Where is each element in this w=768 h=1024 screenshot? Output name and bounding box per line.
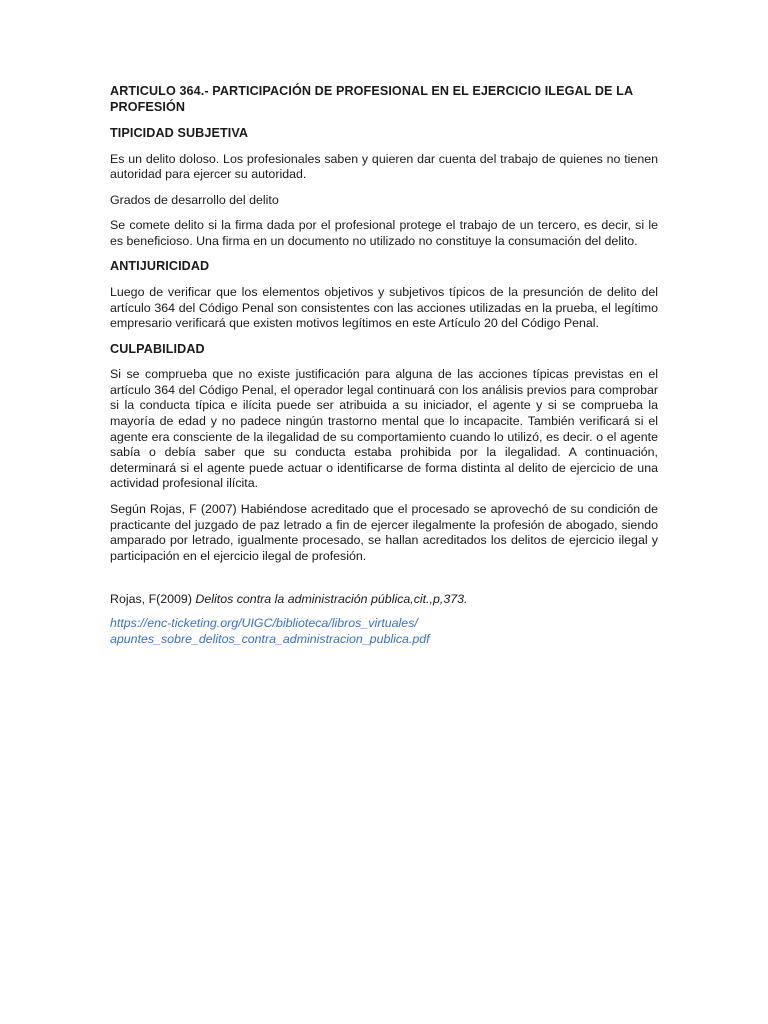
subheading-grados: Grados de desarrollo del delito — [110, 192, 279, 207]
reference-author: Rojas, F(2009) — [110, 592, 196, 607]
paragraph-antijuricidad: Luego de verificar que los elementos objetivos y subjetivos típicos de la presunción de delito del artículo 364 del Código Penal son consistentes con las acciones utilizadas en la prueba, el legítimo empresario verificará que existen motivos legítimos en este Artículo 20 del Código Penal. — [110, 284, 658, 331]
reference-link-line-1[interactable]: https://enc-ticketing.org/UIGC/biblioteca/libros_virtuales/ — [110, 615, 418, 630]
document-title: ARTICULO 364.- PARTICIPACIÓN DE PROFESIONAL EN EL EJERCICIO ILEGAL DE LA PROFESIÓN — [110, 84, 633, 114]
reference-title: Delitos contra la administración pública,cit.,p,373. — [195, 592, 468, 607]
paragraph-culpabilidad-2: Según Rojas, F (2007) Habiéndose acreditado que el procesado se aprovechó de su condición de practicante del juzgado de paz letrado a fin de ejercer ilegalmente la profesión de abogado, siendo amparado por letrado, igualmente procesado, se hallan acreditados los delitos de ejercicio ilegal y participación en el ejercicio ilegal de profesión. — [110, 502, 658, 563]
paragraph-culpabilidad-1: Si se comprueba que no existe justificación para alguna de las acciones típicas previstas en el artículo 364 del Código Penal, el operador legal continuará con los análisis previos para comprobar si la conducta típica e ilícita puede ser atribuida a su iniciador, el agente y si se comprueba la mayoría de edad y no padece ningún trastorno mental que lo incapacite. También verificará si el agente era consciente de la ilegalidad de su comportamiento cuando lo utilizó, es decir. o el agente sabía o debía saber que su conducta estaba prohibida por la ilegalidad. A continuación, determinará si el agente puede actuar o identificarse de forma distinta al delito de ejercicio de una actividad profesional ilícita. — [110, 367, 658, 491]
reference-link-line-2[interactable]: apuntes_sobre_delitos_contra_administracion_publica.pdf — [110, 631, 430, 646]
heading-culpabilidad: CULPABILIDAD — [110, 341, 205, 356]
reference-link[interactable] — [110, 616, 658, 647]
paragraph-tipicidad-2: Se comete delito si la firma dada por el profesional protege el trabajo de un tercero, es decir, si le es beneficioso. Una firma en un documento no utilizado no constituye la consumación del delito. — [110, 218, 658, 248]
bibliographic-reference — [110, 592, 658, 608]
heading-tipicidad-subjetiva: TIPICIDAD SUBJETIVA — [110, 126, 249, 140]
document-page — [110, 84, 658, 647]
heading-antijuricidad: ANTIJURICIDAD — [110, 259, 210, 274]
paragraph-tipicidad-1: Es un delito doloso. Los profesionales saben y quieren dar cuenta del trabajo de quienes no tienen autoridad para ejercer su autoridad. — [110, 151, 658, 182]
